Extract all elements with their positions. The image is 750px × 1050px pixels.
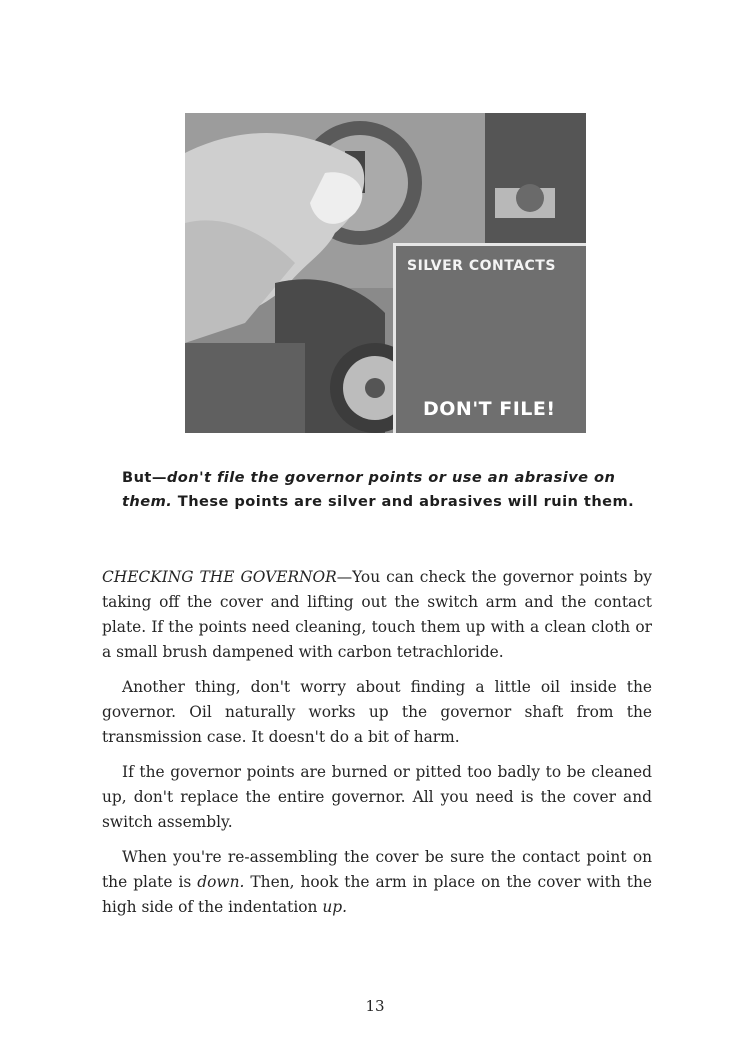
paragraph-text: Another thing, don't worry about finding a little oil inside the governor. Oil naturally works up the governor shaft from the transmission case. It doesn't do a bit of harm. [102, 678, 652, 746]
paragraph-reassembly [102, 845, 652, 920]
paragraph-text: When you're re-assembling the cover be sure the contact point on the plate is [102, 848, 652, 891]
caption-lead: But— [122, 469, 167, 486]
emphasis-up: up. [322, 898, 348, 916]
paragraph-text: If the governor points are burned or pitted too badly to be cleaned up, don't replace the entire governor. All you need is the cover and switch assembly. [102, 763, 652, 831]
paragraph-text: —You can check the governor points by taking off the cover and lifting out the switch arm and the contact plate. If the points need cleaning, touch them up with a clean cloth or a small brush dampened with carbon tetrachloride. [102, 568, 652, 661]
caption-italic: don't file the governor points or use an abrasive on them. [122, 469, 616, 510]
inset-title: SILVER CONTACTS [407, 258, 556, 274]
governor-photo [185, 113, 586, 433]
body-text [102, 565, 652, 930]
paragraph-oil [102, 675, 652, 750]
page-number: 13 [365, 997, 385, 1015]
caption-rest: These points are silver and abrasives will ruin them. [172, 493, 635, 510]
paragraph-replacement [102, 760, 652, 835]
section-heading: CHECKING THE GOVERNOR [102, 568, 337, 586]
emphasis-down: down. [197, 873, 245, 891]
paragraph-text: Then, hook the arm in place on the cover with the high side of the indentation [102, 873, 652, 916]
inset-warning: DON'T FILE! [423, 398, 556, 420]
paragraph-checking-governor [102, 565, 652, 665]
photo-caption [122, 466, 662, 514]
